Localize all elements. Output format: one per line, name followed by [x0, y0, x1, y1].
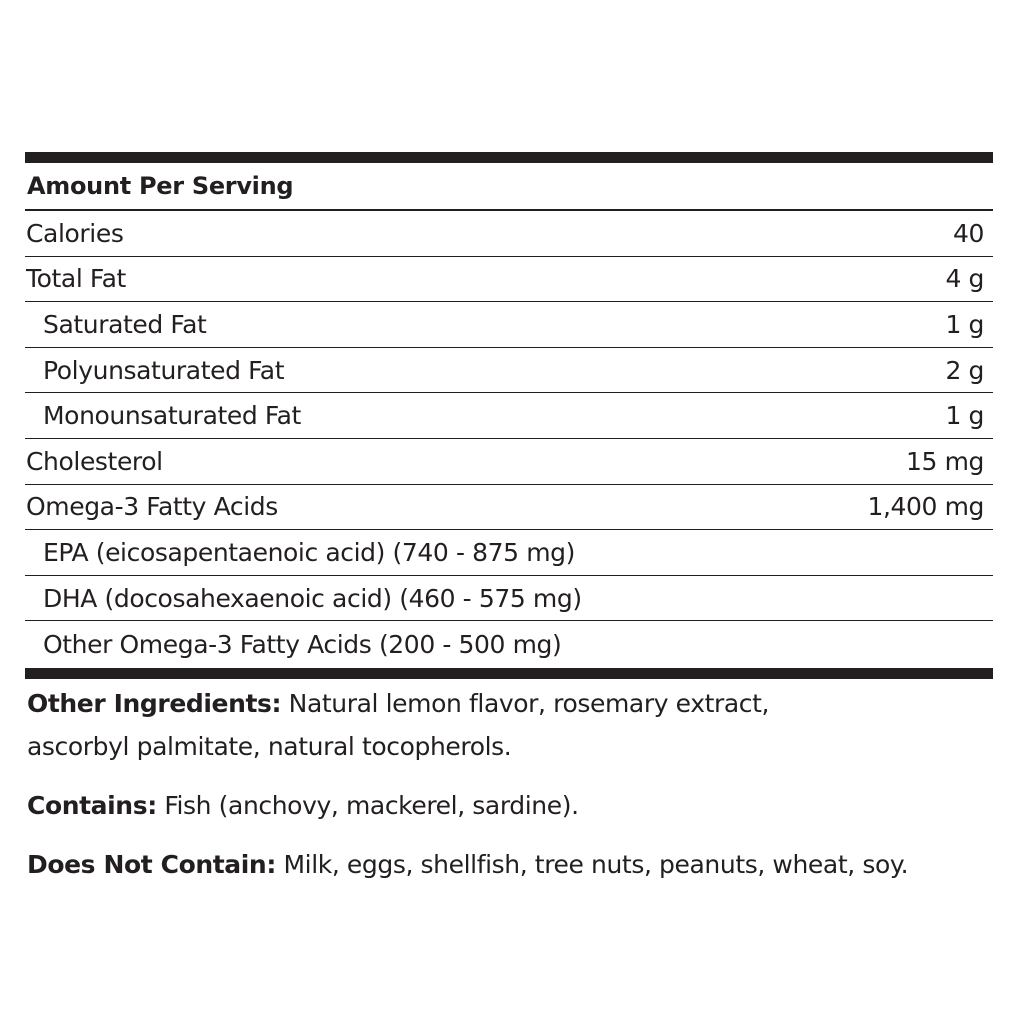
fact-label: Calories: [26, 218, 124, 248]
top-divider-bar: [25, 152, 993, 163]
fact-label: EPA (eicosapentaenoic acid) (740 - 875 mg): [43, 537, 575, 567]
does-not-contain-text: Milk, eggs, shellfish, tree nuts, peanuts, wheat, soy.: [275, 850, 909, 879]
fact-row-dha: [25, 576, 993, 622]
amount-per-serving-heading: Amount Per Serving: [25, 163, 993, 211]
supplement-facts-table: [25, 152, 993, 679]
does-not-contain-statement: [27, 843, 977, 886]
ingredient-notes: [27, 682, 977, 886]
other-ingredients-label: Other Ingredients:: [27, 689, 282, 718]
fact-row-omega-3: [25, 485, 993, 531]
fact-label: Saturated Fat: [43, 309, 207, 339]
fact-label: Monounsaturated Fat: [43, 401, 301, 431]
fact-value: 2 g: [945, 355, 984, 385]
fact-label: Cholesterol: [26, 446, 163, 476]
fact-value: 4 g: [945, 264, 984, 294]
other-ingredients-text: Natural lemon flavor, rosemary extract,: [281, 689, 770, 718]
fact-value: 15 mg: [906, 446, 984, 476]
contains-text: Fish (anchovy, mackerel, sardine).: [156, 791, 579, 820]
fact-row-epa: [25, 530, 993, 576]
fact-row-polyunsaturated-fat: [25, 348, 993, 394]
fact-value: 40: [952, 218, 984, 248]
contains-statement: [27, 784, 977, 827]
fact-row-calories: [25, 211, 993, 257]
fact-label: Total Fat: [26, 264, 126, 294]
fact-row-monounsaturated-fat: [25, 393, 993, 439]
fact-label: Other Omega-3 Fatty Acids (200 - 500 mg): [43, 629, 562, 659]
contains-label: Contains:: [27, 791, 157, 820]
other-ingredients-line-1: [27, 682, 977, 725]
fact-label: Omega-3 Fatty Acids: [26, 492, 278, 522]
fact-value: 1 g: [945, 309, 984, 339]
fact-value: 1,400 mg: [867, 492, 984, 522]
fact-row-other-omega-3: [25, 621, 993, 667]
fact-value: 1 g: [945, 401, 984, 431]
fact-row-saturated-fat: [25, 302, 993, 348]
fact-row-cholesterol: [25, 439, 993, 485]
fact-label: DHA (docosahexaenoic acid) (460 - 575 mg): [43, 583, 582, 613]
does-not-contain-label: Does Not Contain:: [27, 850, 276, 879]
other-ingredients-line-2: ascorbyl palmitate, natural tocopherols.: [27, 732, 512, 761]
bottom-divider-bar: [25, 668, 993, 679]
fact-row-total-fat: [25, 257, 993, 303]
fact-label: Polyunsaturated Fat: [43, 355, 285, 385]
